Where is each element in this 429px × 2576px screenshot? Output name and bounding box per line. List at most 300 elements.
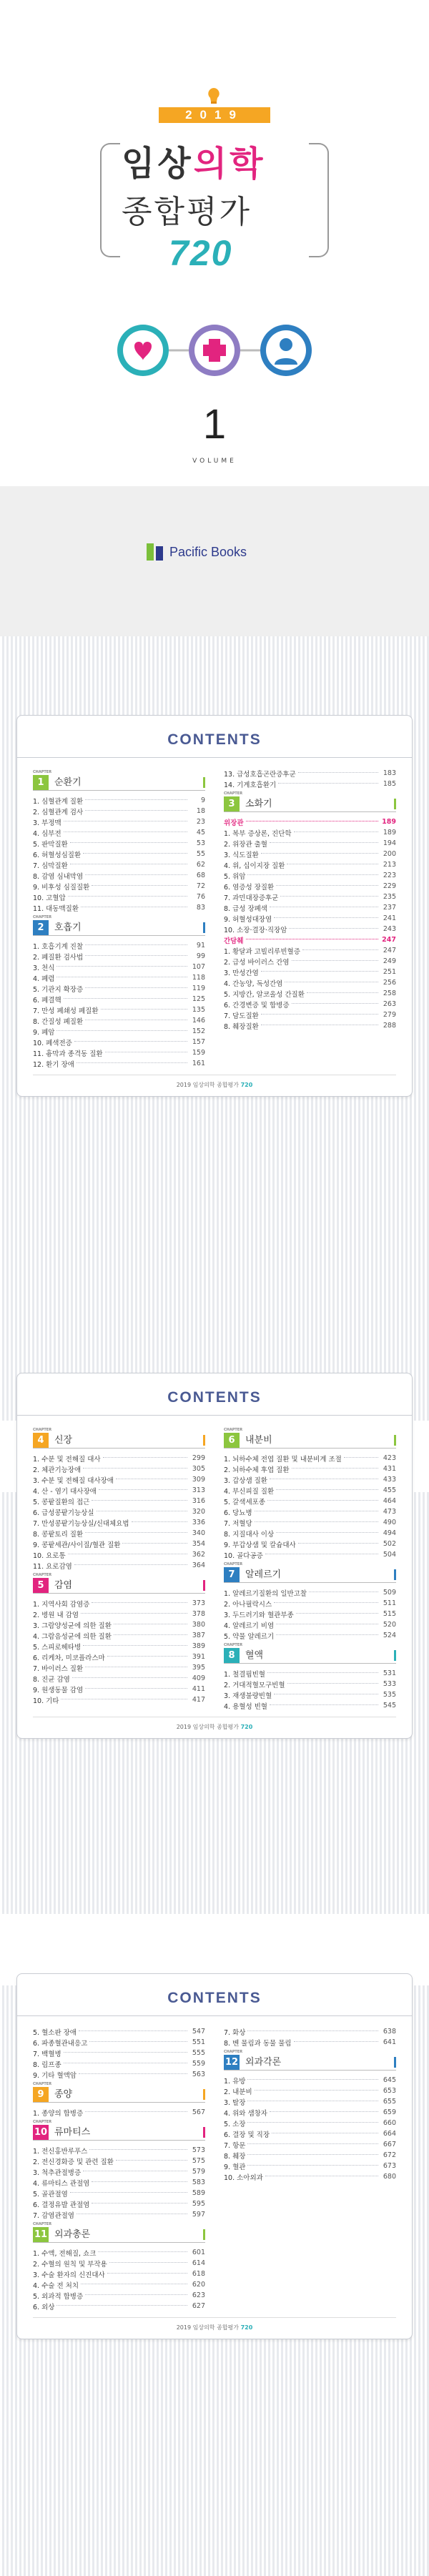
publisher-name: Pacific Books (169, 544, 247, 559)
toc-entry[interactable] (33, 951, 205, 962)
chapter-header (33, 2087, 205, 2103)
footer-year: 2019 (176, 1724, 192, 1730)
leader-dots (344, 1457, 378, 1458)
toc-entry[interactable] (33, 1630, 205, 1641)
toc-entry[interactable] (33, 1015, 205, 1026)
toc-entry[interactable] (33, 1673, 205, 1684)
entry-title: 8. 콩팥토리 질환 (33, 1530, 84, 1539)
entry-page: 362 (192, 1551, 205, 1559)
entry-page: 567 (192, 2108, 205, 2116)
toc-entry[interactable] (224, 2096, 396, 2107)
toc-entry[interactable] (33, 2258, 205, 2269)
toc-entry[interactable] (33, 2166, 205, 2177)
entry-title: 2. 뇌하수체 후엽 질환 (224, 1466, 290, 1474)
entry-page: 107 (192, 963, 205, 971)
entry-page: 263 (383, 1000, 396, 1008)
entry-title: 위장관 (224, 819, 244, 827)
entry-title: 2. 내분비 (224, 2088, 252, 2096)
toc-entry[interactable] (224, 2139, 396, 2150)
toc-entry[interactable] (224, 1539, 396, 1549)
toc-entry[interactable] (33, 1453, 205, 1464)
entry-page: 223 (383, 872, 396, 879)
entry-page: 279 (383, 1011, 396, 1019)
entry-title: 12. 환기 장애 (33, 1060, 74, 1069)
toc-entry[interactable] (33, 1619, 205, 1630)
entry-title: 4. 산 - 염기 대사장애 (33, 1487, 97, 1496)
chapter-header (224, 796, 396, 812)
toc-entry[interactable] (33, 1047, 205, 1058)
chapter-accent (203, 777, 205, 788)
toc-entry[interactable] (224, 838, 396, 849)
toc-entry[interactable] (33, 1496, 205, 1506)
entry-page: 515 (383, 1610, 396, 1618)
toc-entry[interactable] (224, 827, 396, 838)
entry-title: 3. 식도질환 (224, 851, 259, 859)
title-part-b: 의학 (193, 145, 266, 183)
entry-title: 6. 당뇨병 (224, 1509, 252, 1517)
toc-entry[interactable] (33, 2269, 205, 2279)
leader-dots (74, 1564, 187, 1565)
leader-dots (287, 1683, 379, 1684)
entry-title: 3. 갑상샘 질환 (224, 1476, 267, 1485)
toc-entry[interactable] (33, 1464, 205, 1474)
entry-title: 10. 요로통 (33, 1551, 66, 1560)
toc-entry[interactable] (33, 849, 205, 859)
leader-dots (85, 944, 187, 945)
toc-entry[interactable] (33, 2069, 205, 2080)
chapter-number: CHAPTER 2 (33, 920, 49, 935)
toc-entry[interactable] (224, 2118, 396, 2128)
toc-entry[interactable] (33, 2199, 205, 2209)
entry-title: 1. 호흡기계 진찰 (33, 942, 84, 951)
toc-entry[interactable] (33, 795, 205, 806)
entry-page: 118 (192, 974, 205, 982)
chapter-header (33, 2227, 205, 2243)
toc-entry[interactable] (224, 1679, 396, 1689)
leader-dots (247, 2143, 378, 2144)
entry-title: 7. 만성 폐쇄성 폐질환 (33, 1007, 99, 1015)
toc-entry[interactable] (33, 2290, 205, 2301)
entry-page: 494 (383, 1529, 396, 1537)
chapter-number: CHAPTER 9 (33, 2087, 49, 2102)
entry-page: 659 (383, 2108, 396, 2116)
entry-page: 364 (192, 1561, 205, 1569)
leader-dots (64, 998, 187, 999)
entry-page: 664 (383, 2130, 396, 2138)
toc-entry[interactable] (224, 2128, 396, 2139)
entry-page: 247 (383, 947, 396, 954)
toc-entry[interactable] (33, 2145, 205, 2156)
entry-title: 2. 체관기능장애 (33, 1466, 82, 1474)
entry-page: 655 (383, 2098, 396, 2106)
toc-entry[interactable] (33, 838, 205, 849)
entry-title: 9. 허혈성대장염 (224, 915, 272, 924)
entry-page: 545 (383, 1702, 396, 1709)
toc-entry[interactable] (224, 1020, 396, 1031)
toc-entry[interactable] (33, 859, 205, 870)
toc-entry[interactable] (224, 967, 396, 977)
entry-title: 5. 갈색세포종 (224, 1498, 265, 1506)
toc-column-right (224, 2026, 396, 2311)
entry-page: 455 (383, 1486, 396, 1494)
medical-cross-icon (189, 325, 240, 376)
entry-page: 618 (192, 2270, 205, 2278)
toc-entry[interactable] (224, 1528, 396, 1539)
toc-entry[interactable] (33, 2177, 205, 2188)
toc-entry[interactable] (224, 1689, 396, 1700)
toc-entry[interactable] (224, 902, 396, 913)
publisher-logo (147, 543, 247, 561)
toc-entry[interactable] (224, 945, 396, 956)
toc-entry[interactable] (33, 2301, 205, 2311)
toc-entry[interactable] (33, 983, 205, 994)
entry-page: 660 (383, 2119, 396, 2127)
leader-dots (83, 1645, 187, 1646)
toc-entry[interactable] (224, 2037, 396, 2048)
toc-entry[interactable] (33, 2026, 205, 2037)
toc-entry[interactable] (224, 2150, 396, 2161)
toc-entry[interactable] (33, 1485, 205, 1496)
toc-card (16, 1973, 413, 2339)
toc-entry[interactable] (224, 1619, 396, 1630)
lightbulb-icon (204, 86, 224, 106)
toc-entry[interactable] (224, 1630, 396, 1641)
chapter-header (33, 2125, 205, 2141)
toc-entry[interactable] (33, 1474, 205, 1485)
leader-dots (56, 966, 187, 967)
entry-page: 601 (192, 2249, 205, 2256)
toc-entry[interactable] (33, 1684, 205, 1694)
toc-entry[interactable] (224, 2161, 396, 2171)
entry-title: 9. 폐암 (33, 1028, 55, 1037)
toc-entry[interactable] (33, 1517, 205, 1528)
toc-entry[interactable] (33, 2188, 205, 2199)
leader-dots (278, 783, 378, 784)
toc-entry[interactable] (33, 2209, 205, 2220)
toc-entry[interactable] (33, 1528, 205, 1539)
entry-page: 473 (383, 1508, 396, 1516)
entry-page: 340 (192, 1529, 205, 1537)
entry-title: 10. 소아외과 (224, 2173, 263, 2182)
footer-suffix: 종합평가 (217, 2324, 240, 2331)
entry-title: 7. 과민대장증후군 (224, 894, 279, 902)
toc-entry[interactable] (224, 2107, 396, 2118)
toc-entry[interactable] (224, 881, 396, 892)
leader-dots (270, 2111, 378, 2112)
entry-page: 378 (192, 1610, 205, 1618)
chapter-header (224, 2055, 396, 2071)
chapter-number: CHAPTER 4 (33, 1433, 49, 1448)
contents-title: CONTENTS (167, 1389, 262, 1406)
toc-entry[interactable] (224, 999, 396, 1010)
entry-page: 313 (192, 1486, 205, 1494)
entry-page: 309 (192, 1476, 205, 1484)
entry-page: 433 (383, 1476, 396, 1484)
toc-entry[interactable] (224, 1485, 396, 1496)
leader-dots (79, 2073, 187, 2074)
toc-entry[interactable] (33, 806, 205, 816)
leader-dots (307, 992, 378, 993)
entry-title: 2. 수혈의 원칙 및 부작용 (33, 2260, 107, 2269)
entry-title: 6. 리케차, 미코플라스마 (33, 1654, 105, 1662)
toc-entry[interactable] (33, 1026, 205, 1037)
entry-page: 387 (192, 1632, 205, 1639)
entry-title: 10. 고혈압 (33, 894, 66, 902)
entry-page: 125 (192, 995, 205, 1003)
toc-entry[interactable] (33, 1694, 205, 1705)
entry-page: 161 (192, 1060, 205, 1067)
toc-entry[interactable] (224, 1496, 396, 1506)
entry-page: 200 (383, 850, 396, 858)
leader-dots (267, 1500, 378, 1501)
entry-page: 583 (192, 2178, 205, 2186)
chapter-name: 알레르기 (245, 1569, 282, 1580)
cover-illustration (100, 315, 329, 386)
toc-entry[interactable] (224, 1668, 396, 1679)
volume-number: 1 (202, 401, 227, 448)
entry-title: 7. 바이러스 질환 (33, 1664, 84, 1673)
entry-title: 14. 기계호흡환기 (224, 781, 277, 789)
entry-page: 256 (383, 979, 396, 987)
left-brace (100, 143, 120, 257)
toc-entry[interactable] (33, 816, 205, 827)
toc-entry[interactable] (33, 870, 205, 881)
entry-title: 1. 전신홍반루푸스 (33, 2147, 88, 2156)
leader-dots (92, 1500, 187, 1501)
leader-dots (274, 1602, 378, 1603)
toc-entry[interactable] (224, 1010, 396, 1020)
entry-page: 680 (383, 2173, 396, 2181)
entry-title: 6. 폐결핵 (33, 996, 61, 1005)
toc-entry[interactable] (33, 1609, 205, 1619)
entry-title: 5. 지방간, 알코올성 간질환 (224, 990, 305, 999)
leader-dots (289, 928, 378, 929)
toc-entry[interactable] (33, 1005, 205, 1015)
entry-title: 3. 천식 (33, 964, 55, 972)
entry-page: 159 (192, 1049, 205, 1057)
entry-page: 320 (192, 1508, 205, 1516)
leader-dots (85, 2111, 187, 2112)
toc-entry[interactable] (33, 1641, 205, 1652)
toc-entry[interactable] (33, 892, 205, 902)
entry-page: 431 (383, 1465, 396, 1473)
toc-entry[interactable] (224, 988, 396, 999)
entry-page: 189 (383, 829, 396, 837)
toc-entry[interactable] (224, 779, 396, 789)
toc-entry[interactable] (224, 2075, 396, 2086)
toc-entry[interactable] (33, 2107, 205, 2118)
contents-title: CONTENTS (167, 1990, 262, 2006)
toc-entry[interactable] (224, 1506, 396, 1517)
leader-dots (56, 2305, 187, 2306)
entry-page: 511 (383, 1599, 396, 1607)
toc-entry[interactable] (224, 892, 396, 902)
toc-entry[interactable] (33, 1598, 205, 1609)
toc-entry[interactable] (33, 972, 205, 983)
toc-entry[interactable] (33, 2247, 205, 2258)
entry-title: 5. 콩팥질환의 접근 (33, 1498, 90, 1506)
entry-title: 2. 병원 내 감염 (33, 1611, 79, 1619)
entry-page: 620 (192, 2281, 205, 2289)
toc-entry[interactable] (33, 962, 205, 972)
toc-entry[interactable] (224, 859, 396, 870)
entry-page: 9 (200, 796, 205, 804)
entry-page: 258 (383, 990, 396, 997)
leader-dots (98, 2251, 187, 2252)
entry-title: 2. 폐질환 검사법 (33, 953, 84, 962)
leader-dots (92, 885, 187, 886)
leader-dots (292, 1468, 378, 1469)
chapter-accent (203, 922, 205, 933)
entry-title: 1. 수액, 전해질, 쇼크 (33, 2249, 97, 2258)
entry-title: 5. 소장 (224, 2120, 246, 2128)
toc-entry[interactable] (224, 1587, 396, 1598)
toc-entry[interactable] (33, 827, 205, 838)
chapter-number: CHAPTER 1 (33, 775, 49, 790)
toc-entry[interactable] (224, 1598, 396, 1609)
toc-entry[interactable] (224, 1453, 396, 1464)
entry-page: 354 (192, 1540, 205, 1548)
entry-title: 5. 골관절염 (33, 2190, 68, 2199)
toc-entry[interactable] (224, 816, 396, 827)
chapter-header (33, 775, 205, 791)
leader-dots (101, 1009, 187, 1010)
toc-entry[interactable] (224, 1464, 396, 1474)
toc-entry[interactable] (224, 956, 396, 967)
entry-title: 11. 흉막과 종격동 질환 (33, 1050, 103, 1058)
entry-title: 9. 원생동물 감염 (33, 1686, 84, 1694)
entry-page: 194 (383, 839, 396, 847)
entry-page: 563 (192, 2071, 205, 2078)
toc-entry[interactable] (224, 2086, 396, 2096)
entry-title: 1. 수분 및 전해질 대사 (33, 1455, 101, 1464)
toc-entry[interactable] (224, 1474, 396, 1485)
chapter-number: CHAPTER 3 (224, 796, 240, 811)
toc-entry[interactable] (224, 1517, 396, 1528)
leader-dots (107, 1656, 187, 1657)
entry-title: 2. 심혈관계 검사 (33, 808, 84, 816)
entry-title: 4. 수술 전 처치 (33, 2281, 79, 2290)
entry-page: 185 (383, 780, 396, 788)
toc-entry[interactable] (33, 1539, 205, 1549)
entry-title: 7. 저혈당 (224, 1519, 252, 1528)
toc-entry[interactable] (224, 1700, 396, 1711)
entry-page: 391 (192, 1653, 205, 1661)
toc-entry[interactable] (33, 1662, 205, 1673)
entry-title: 3. 두드러기와 혈관부종 (224, 1611, 294, 1619)
toc-entry[interactable] (33, 1058, 205, 1069)
entry-page: 251 (383, 968, 396, 976)
leader-dots (247, 2079, 378, 2080)
entry-page: 62 (196, 861, 205, 869)
toc-entry[interactable] (33, 994, 205, 1005)
leader-dots (107, 2273, 187, 2274)
toc-entry[interactable] (224, 924, 396, 934)
entry-title: 9. 기타 혈액암 (33, 2071, 77, 2080)
toc-entry[interactable] (33, 2058, 205, 2069)
entry-page: 241 (383, 914, 396, 922)
entry-title: 1. 뇌하수체 전엽 질환 및 내분비계 조절 (224, 1455, 342, 1464)
leader-dots (64, 831, 187, 832)
entry-title: 9. 콩팥세관/사이질/혈관 질환 (33, 1541, 121, 1549)
footer-title: 임상의학 (192, 2324, 215, 2331)
toc-entry[interactable] (224, 934, 396, 945)
toc-entry[interactable] (33, 1652, 205, 1662)
toc-entry[interactable] (33, 1506, 205, 1517)
title-line2: 종합평가 (122, 194, 252, 230)
toc-entry[interactable] (224, 768, 396, 779)
leader-dots (85, 987, 187, 988)
toc-footer (33, 1075, 396, 1089)
toc-entry[interactable] (33, 2279, 205, 2290)
entry-page: 76 (196, 893, 205, 901)
toc-entry[interactable] (224, 2026, 396, 2037)
toc-entry[interactable] (33, 881, 205, 892)
toc-entry[interactable] (224, 2171, 396, 2182)
toc-entry[interactable] (33, 1037, 205, 1047)
entry-page: 146 (192, 1017, 205, 1025)
leader-dots (103, 1457, 187, 1458)
entry-page: 638 (383, 2028, 396, 2035)
leader-dots (298, 1543, 378, 1544)
chapter-name: 혈액 (245, 1650, 264, 1661)
entry-page: 490 (383, 1519, 396, 1526)
entry-page: 72 (196, 882, 205, 890)
toc-entry[interactable] (224, 870, 396, 881)
toc-entry[interactable] (33, 2037, 205, 2048)
toc-column-left (33, 768, 205, 1069)
toc-entry[interactable] (224, 1549, 396, 1560)
toc-entry[interactable] (224, 1609, 396, 1619)
toc-column-left (33, 2026, 205, 2311)
toc-entry[interactable] (33, 902, 205, 913)
toc-entry[interactable] (33, 1560, 205, 1571)
toc-entry[interactable] (224, 977, 396, 988)
toc-footer (33, 1717, 396, 1731)
leader-dots (83, 1468, 187, 1469)
toc-card (16, 1373, 413, 1739)
toc-entry[interactable] (33, 940, 205, 951)
toc-entry[interactable] (224, 849, 396, 859)
entry-page: 99 (196, 952, 205, 960)
entry-title: 8. 췌장 (224, 2152, 246, 2161)
entry-title: 1. 알레르기질환의 일반고찰 (224, 1589, 307, 1598)
toc-entry[interactable] (224, 913, 396, 924)
leader-dots (270, 1704, 378, 1705)
entry-title: 10. 소장·결장·직장암 (224, 926, 287, 934)
toc-columns (33, 768, 396, 1069)
toc-entry[interactable] (33, 2156, 205, 2166)
toc-entry[interactable] (33, 2048, 205, 2058)
chapter-accent (394, 1650, 396, 1661)
toc-entry[interactable] (33, 1549, 205, 1560)
entry-page: 627 (192, 2302, 205, 2310)
chapter-accent (394, 1569, 396, 1580)
chapter-number: CHAPTER 5 (33, 1578, 49, 1593)
chapter-header (224, 1567, 396, 1583)
leader-dots (114, 1634, 187, 1635)
leader-dots (276, 1634, 378, 1635)
entry-page: 237 (383, 904, 396, 912)
leader-dots (74, 1041, 187, 1042)
leader-dots (92, 1602, 187, 1603)
entry-title: 4. 알레르기 비염 (224, 1622, 275, 1630)
leader-dots (70, 842, 187, 843)
entry-title: 3. 수술 환자의 신진대사 (33, 2271, 105, 2279)
entry-page: 573 (192, 2146, 205, 2154)
footer-title: 임상의학 (192, 1724, 215, 1730)
entry-page: 464 (383, 1497, 396, 1505)
